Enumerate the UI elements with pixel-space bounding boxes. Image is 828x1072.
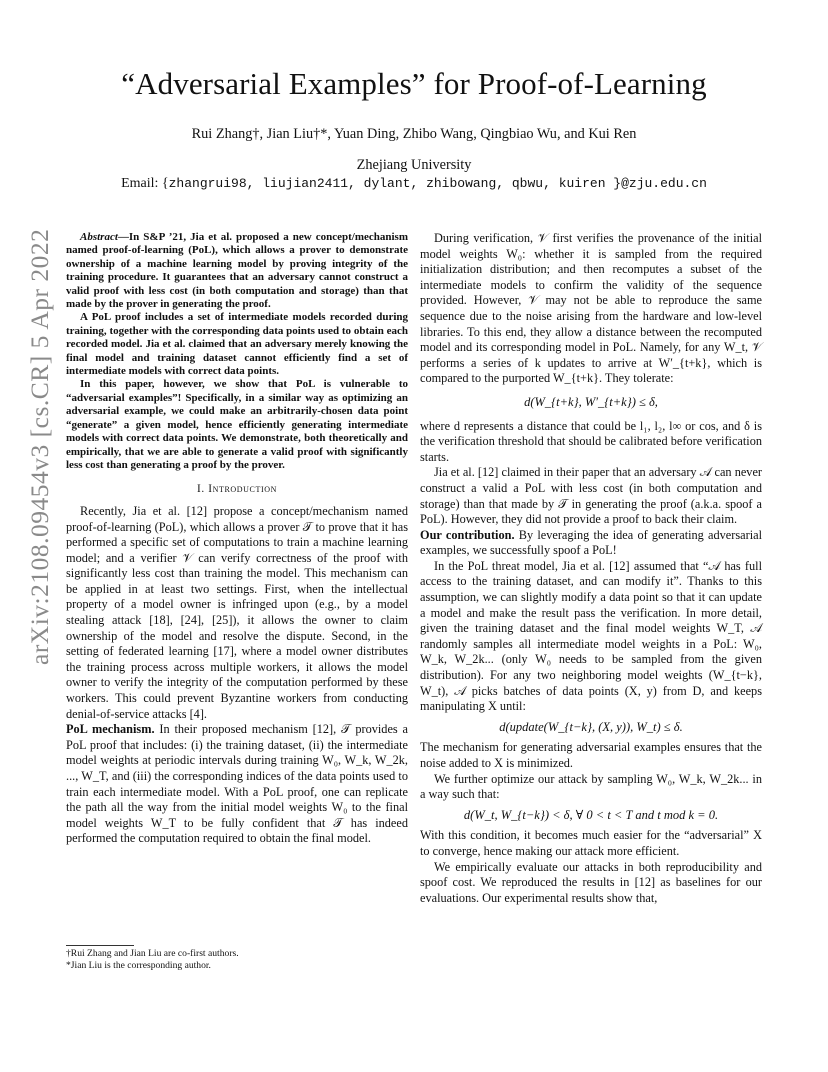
email-handles: zhangrui98, liujian2411, dylant, zhibowang, qbwu, kuiren }@zju.edu.cn [168,176,707,191]
author-list: Rui Zhang†, Jian Liu†*, Yuan Ding, Zhibo Wang, Qingbiao Wu, and Kui Ren [191,126,637,142]
equation-update: d(update(W_{t−k}, (X, y)), W_t) ≤ δ. [499,719,683,734]
paper-title: “Adversarial Examples” for Proof-of-Learning [121,66,707,101]
contribution-paragraph [420,528,762,559]
right-column [420,231,762,906]
left-column [66,231,408,847]
footnote-rule [66,945,134,946]
footnotes [66,948,408,972]
email-line [0,176,828,192]
pol-mechanism-label: PoL mechanism. [66,722,155,737]
abstract-paragraph: A PoL proof includes a set of intermediate models recorded during training, together with the corresponding data points used to obtain each recorded model. Jia et al. claimed that an adversary merely knowing the final model and training dataset cannot efficiently find a set of intermediate models with correct data points. [66,311,408,378]
verification-paragraph: During verification, 𝒱 first verifies the provenance of the initial model weights W₀: whether it is sampled from the required initialization distribution; and then recomputes a subset of the intermediate models to confirm the validity of the sequence provided. However, 𝒱 may not be able to reproduce the same sequence due to the noise arising from the hardware and low-level libraries. To this end, they allow a distance between the recomputed model and its corresponding model in PoL. Namely, for any W_t, 𝒱 performs a series of k updates to arrive at W′_{t+k}, which is compared to the purported W_{t+k}. They tolerate: [420,231,762,386]
contribution-text: By leveraging the idea of generating adversarial examples, we successfully spoof a PoL! [420,527,762,558]
evaluation-paragraph: We empirically evaluate our attacks in both reproducibility and spoof cost. We reproduced the results in [12] as baselines for our evaluations. Our experimental results show that, [420,859,762,905]
intro-paragraph: Recently, Jia et al. [12] propose a concept/mechanism named proof-of-learning (PoL), which allows a prover 𝒯 to prove that it has performed a specific set of computations to train a machine learning model; and a verifier 𝒱 can verify correctness of the proof with significantly less cost than training the model. This mechanism can be applied in at least two settings. First, when the intellectual property of a model owner is infringed upon (e.g., by a model stealing attack [18], [24], [25]), it allows the owner to claim ownership of the model and resolve the dispute. Second, in the setting of federated learning [17], where a model owner distributes the training process across multiple workers, it allows the model owner to verify the integrity of the computation performed by these workers. This could prevent Byzantine workers from conducting denial-of-service attacks [4]. [66,503,408,721]
equation-sampling-condition: d(W_t, W_{t−k}) < δ, ∀ 0 < t < T and t mod k = 0. [463,807,719,822]
threat-model-paragraph: In the PoL threat model, Jia et al. [12] assumed that “𝒜 has full access to the training dataset, and can modify it”. Thanks to this assumption, we can slightly modify a data point so that it can update a model and make the result pass the verification. In more detail, given the training dataset and the final model weights W_T, 𝒜 randomly samples all intermediate model weights in a PoL: W₀, W_k, W_2k... (only W₀ needs to be sampled from the given distribution). For any two neighboring model weights (W_{t−k}, W_t), 𝒜 picks batches of data points (X, y) from D, and keeps manipulating X until: [420,558,762,714]
footnote: *Jian Liu is the corresponding author. [66,960,211,971]
abstract-paragraph: In this paper, however, we show that PoL is vulnerable to “adversarial examples”! Specifically, in a similar way as optimizing an adversarial example, we could make an arbitrarily-chosen data point “generate” a given model, hence efficiently generating intermediate models with correct data points. We demonstrate, both theoretically and empirically, that we are able to generate a valid proof with significantly less cost than generating a proof by the prover. [66,378,408,471]
email-prefix: Email: { [121,176,169,191]
abstract [66,231,408,472]
distance-paragraph: where d represents a distance that could be l₁, l₂, l∞ or cos, and δ is the verification threshold that should be calibrated before verification starts. [420,418,762,464]
abstract-label: Abstract [80,231,118,243]
affiliation: Zhejiang University [356,157,472,173]
noise-paragraph: The mechanism for generating adversarial examples ensures that the noise added to X is minimized. [420,740,762,770]
pol-mechanism-text: In their proposed mechanism [12], 𝒯 provides a PoL proof that includes: (i) the training dataset, (ii) the intermediate model weights at periodic intervals during training W₀, W_k, W_2k, ..., W_T, and (iii) the corresponding indices of the data points used to train each intermediate model. With a PoL proof, one can replicate the path all the way from the initial model weights W₀ to the final model weights W_T to be fully confident that 𝒯 has indeed performed the computation required to obtain the final model. [66,722,408,846]
condition-paragraph: With this condition, it becomes much easier for the “adversarial” X to converge, hence making our attack more efficient. [420,828,762,858]
equation-tolerance: d(W_{t+k}, W′_{t+k}) ≤ δ, [524,394,658,409]
claim-paragraph: Jia et al. [12] claimed in their paper that an adversary 𝒜 can never construct a valid a PoL with less cost (in both computation and storage) than that made by 𝒯 in generating the proof (a.k.a. spoof a PoL). However, they did not provide a proof to back their claim. [420,465,762,527]
arxiv-stamp: arXiv:2108.09454v3 [cs.CR] 5 Apr 2022 [25,228,54,665]
section-heading-introduction: I. Introduction [197,483,277,496]
pol-mechanism-paragraph [66,722,408,847]
contribution-label: Our contribution. [420,527,515,542]
optimize-paragraph: We further optimize our attack by sampling W₀, W_k, W_2k... in a way such that: [420,771,762,802]
footnote: †Rui Zhang and Jian Liu are co-first authors. [66,948,239,959]
abstract-paragraph [66,231,408,311]
abstract-text: —In S&P ’21, Jia et al. proposed a new concept/mechanism named proof-of-learning (PoL), which allows a prover to demonstrate ownership of a machine learning model by proving integrity of the training procedure. It guarantees that an adversary cannot construct a valid proof with less cost (in both computation and storage) than that made by the prover in generating the proof. [66,231,408,311]
